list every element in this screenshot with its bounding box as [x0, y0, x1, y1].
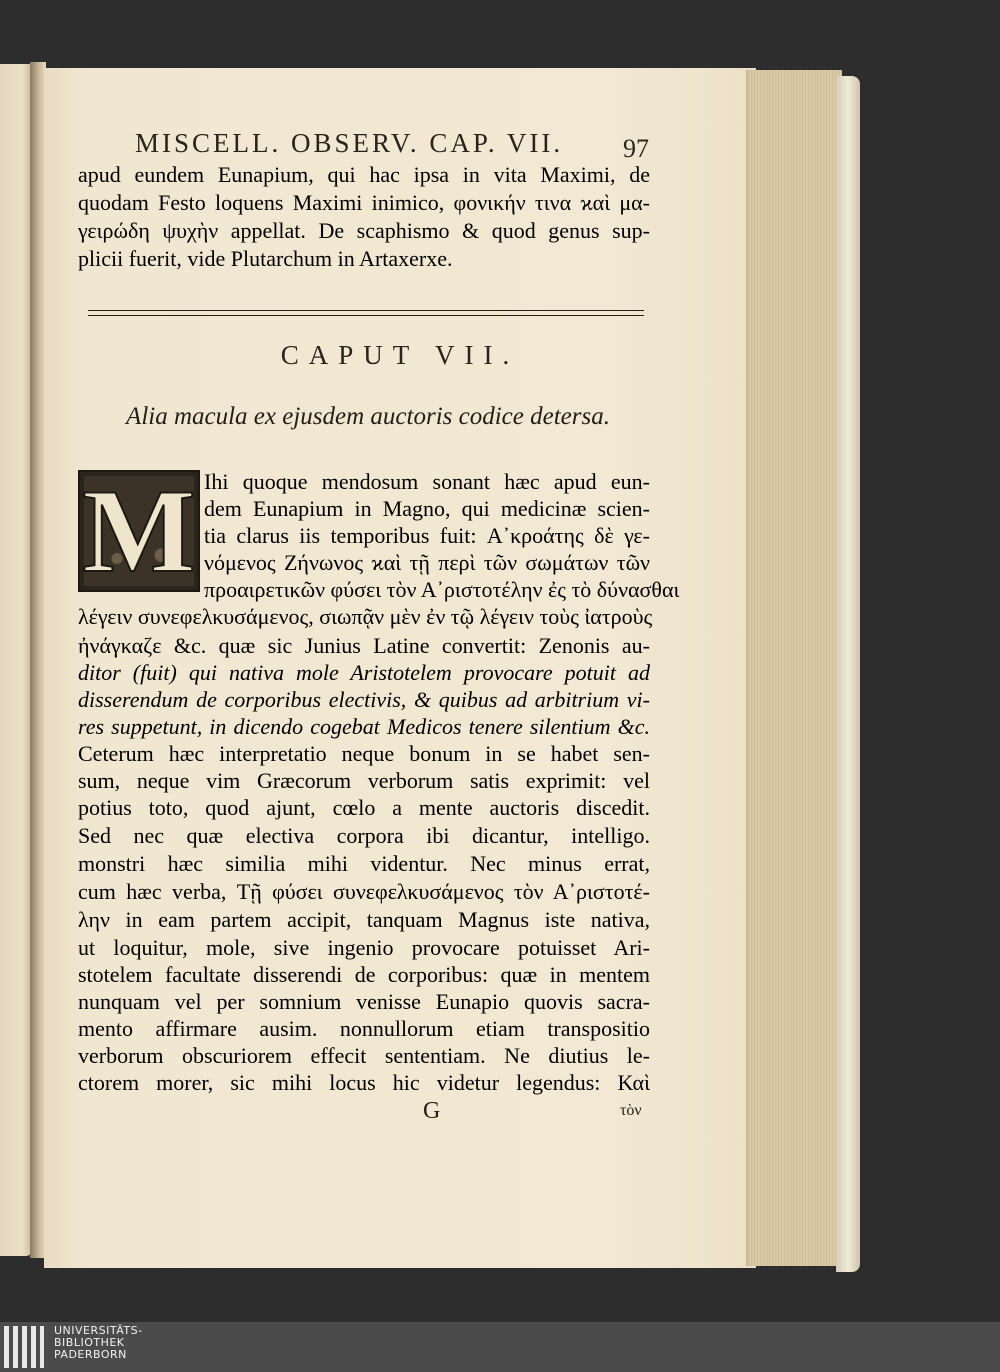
text-line: apud eundem Eunapium, qui hac ipsa in vita Maximi, de	[78, 162, 650, 187]
running-head	[135, 128, 655, 163]
text-line: λην in eam partem accipit, tanquam Magnus iste nativa,	[78, 907, 650, 932]
text-line: potius toto, quod ajunt, cœlo a mente auctoris discedit.	[78, 795, 650, 820]
text-line: Ihi quoque mendosum sonant hæc apud eun-	[204, 469, 650, 494]
section-rule	[88, 310, 644, 316]
text-line: disserendum de corporibus electivis, & quibus ad arbitrium vi-	[78, 687, 650, 712]
page-block-edges	[748, 70, 842, 1266]
text-line: sum, neque vim Græcorum verborum satis exprimit: vel	[78, 768, 650, 793]
text-line: mento affirmare ausim. nonnullorum etiam transpositio	[78, 1016, 650, 1041]
text-line: cum hæc verba, Τῇ φύσει συνεφελκυσάμενος τὸν Α᾽ριστοτέ-	[78, 879, 650, 904]
text-line: dem Eunapium in Magno, qui medicinæ scien-	[204, 496, 650, 521]
text-line: ditor (fuit) qui nativa mole Aristotelem provocare potuit ad	[78, 660, 650, 685]
text-line: νόμενος Ζήνωνος ϰαὶ τῇ περὶ τῶν σωμάτων τῶν	[204, 550, 650, 575]
library-logo-icon	[4, 1326, 48, 1368]
text-line: ctorem morer, sic mihi locus hic videtur legendus: Καὶ	[78, 1070, 650, 1095]
logo-line: BIBLIOTHEK	[54, 1336, 125, 1349]
catchword: τὸν	[620, 1102, 642, 1119]
signature-mark: G	[423, 1098, 441, 1124]
text-line: γειρώδη ψυχὴν appellat. De scaphismo & quod genus sup-	[78, 218, 650, 243]
text-line: λέγειν συνεφελκυσάμενος, σιωπᾷν μὲν ἐν τῷ λέγειν τοὺς ἰατροὺς	[78, 604, 653, 629]
text-line: ἠνάγκαζε &c. quæ sic Junius Latine convertit: Zenonis au-	[78, 633, 650, 658]
logo-line: UNIVERSITÄTS-	[54, 1324, 143, 1337]
decorated-initial	[78, 464, 200, 597]
text-line: nunquam vel per somnium venisse Eunapio quovis sacra-	[78, 989, 650, 1014]
text-line: quodam Festo loquens Maximi inimico, φονικήν τινα ϰαὶ μα-	[78, 190, 650, 215]
book-cover-edge	[836, 76, 860, 1272]
text-line: προαιρετικῶν φύσει τὸν Α᾽ριστοτέλην ἐς τὸ δύνασθαι	[204, 577, 680, 602]
logo-line: PADERBORN	[54, 1348, 127, 1361]
text-line: res suppetunt, in dicendo cogebat Medicos tenere silentium &c.	[78, 714, 650, 739]
chapter-heading: CAPUT VII.	[280, 340, 520, 370]
page-number: 97	[623, 134, 649, 163]
footer-bar	[0, 1322, 1000, 1372]
text-line: Ceterum hæc interpretatio neque bonum in se habet sen-	[78, 741, 650, 766]
running-head-title: MISCELL. OBSERV. CAP. VII.	[135, 128, 564, 158]
library-logo-text	[54, 1325, 143, 1361]
text-line: tia clarus iis temporibus fuit: Α᾽κροάτης δὲ γε-	[204, 523, 650, 548]
text-line: Sed nec quæ electiva corpora ibi dicantur, intelligo.	[78, 823, 650, 848]
initial-letter: M	[82, 464, 196, 597]
text-line: plicii fuerit, vide Plutarchum in Artaxerxe.	[78, 246, 453, 271]
text-line: stotelem facultate disserendi de corporibus: quæ in mentem	[78, 962, 650, 987]
text-line: monstri hæc similia mihi videntur. Nec minus errat,	[78, 851, 650, 876]
chapter-subtitle: Alia macula ex ejusdem auctoris codice detersa.	[126, 403, 610, 430]
text-line: ut loquitur, mole, sive ingenio provocare potuisset Ari-	[78, 935, 650, 960]
text-line: verborum obscuriorem effecit sententiam. Ne diutius le-	[78, 1043, 650, 1068]
left-page-edge	[0, 64, 32, 1256]
